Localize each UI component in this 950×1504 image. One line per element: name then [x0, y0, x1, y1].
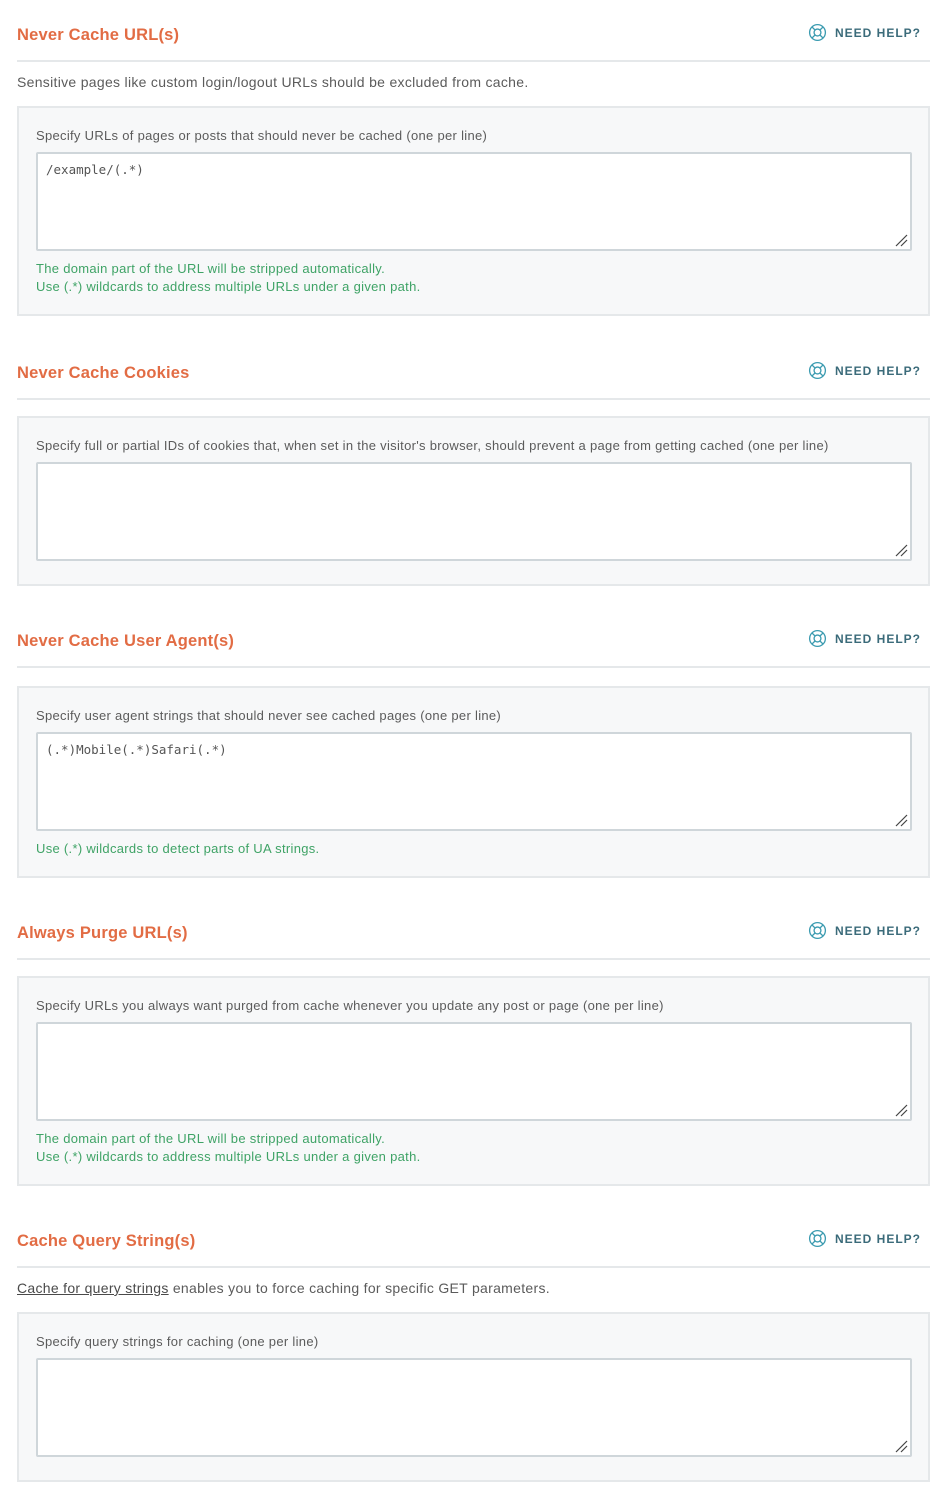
hint-text: Use (.*) wildcards to address multiple URLs under a given path.: [36, 1149, 421, 1164]
section-title: Never Cache URL(s): [17, 26, 180, 44]
cache-query-strings-link[interactable]: Cache for query strings: [17, 1280, 169, 1296]
resize-grip-icon[interactable]: [894, 1103, 908, 1117]
always-purge-urls-textarea[interactable]: [36, 1022, 912, 1121]
field-label: Specify query strings for caching (one per line): [36, 1334, 319, 1349]
field-label: Specify URLs you always want purged from cache whenever you update any post or page (one per line): [36, 998, 664, 1013]
need-help-button[interactable]: [808, 629, 921, 648]
textarea-wrapper: [36, 1022, 912, 1121]
section-header: [17, 352, 930, 400]
need-help-button[interactable]: [808, 361, 921, 380]
textarea-wrapper: [36, 1358, 912, 1457]
lifebuoy-icon: [808, 1229, 827, 1248]
field-label: Specify user agent strings that should never see cached pages (one per line): [36, 708, 502, 723]
need-help-button[interactable]: [808, 1229, 921, 1248]
need-help-label: NEED HELP?: [834, 363, 921, 378]
need-help-button[interactable]: [808, 921, 921, 940]
section-description: Sensitive pages like custom login/logout URLs should be excluded from cache.: [17, 74, 529, 90]
need-help-label: NEED HELP?: [834, 1231, 921, 1246]
settings-box: [17, 976, 930, 1186]
section-title: Never Cache Cookies: [17, 364, 190, 382]
settings-box: [17, 686, 930, 878]
need-help-button[interactable]: [808, 23, 921, 42]
lifebuoy-icon: [808, 23, 827, 42]
section-never-cache-user-agents: [17, 620, 930, 878]
lifebuoy-icon: [808, 629, 827, 648]
need-help-label: NEED HELP?: [834, 923, 921, 938]
textarea-wrapper: [36, 462, 912, 561]
section-description: [17, 1280, 930, 1296]
resize-grip-icon[interactable]: [894, 813, 908, 827]
need-help-label: NEED HELP?: [834, 25, 921, 40]
lifebuoy-icon: [808, 361, 827, 380]
hint-text: The domain part of the URL will be stripped automatically.: [36, 261, 386, 276]
field-label: Specify URLs of pages or posts that should never be cached (one per line): [36, 128, 488, 143]
section-cache-query-strings: [17, 1220, 930, 1482]
section-never-cache-urls: [17, 14, 930, 316]
section-title: Cache Query String(s): [17, 1232, 196, 1250]
settings-box: [17, 106, 930, 316]
need-help-label: NEED HELP?: [834, 631, 921, 646]
never-cache-urls-textarea[interactable]: [36, 152, 912, 251]
resize-grip-icon[interactable]: [894, 1439, 908, 1453]
section-header: [17, 1220, 930, 1268]
never-cache-cookies-textarea[interactable]: [36, 462, 912, 561]
resize-grip-icon[interactable]: [894, 233, 908, 247]
section-header: [17, 912, 930, 960]
textarea-wrapper: [36, 732, 912, 831]
settings-box: [17, 416, 930, 586]
section-never-cache-cookies: [17, 352, 930, 586]
resize-grip-icon[interactable]: [894, 543, 908, 557]
hint-text: The domain part of the URL will be stripped automatically.: [36, 1131, 386, 1146]
never-cache-user-agents-textarea[interactable]: [36, 732, 912, 831]
section-title: Never Cache User Agent(s): [17, 632, 235, 650]
hint-text: Use (.*) wildcards to address multiple URLs under a given path.: [36, 279, 421, 294]
description-text: enables you to force caching for specific GET parameters.: [168, 1280, 550, 1296]
textarea-wrapper: [36, 152, 912, 251]
field-label: Specify full or partial IDs of cookies that, when set in the visitor's browser, should prevent a page from getting cached (one per line): [36, 438, 829, 453]
settings-box: [17, 1312, 930, 1482]
section-title: Always Purge URL(s): [17, 924, 188, 942]
section-header: [17, 620, 930, 668]
hint-text: Use (.*) wildcards to detect parts of UA strings.: [36, 841, 320, 856]
lifebuoy-icon: [808, 921, 827, 940]
section-header: [17, 14, 930, 62]
cache-query-strings-textarea[interactable]: [36, 1358, 912, 1457]
section-always-purge-urls: [17, 912, 930, 1186]
